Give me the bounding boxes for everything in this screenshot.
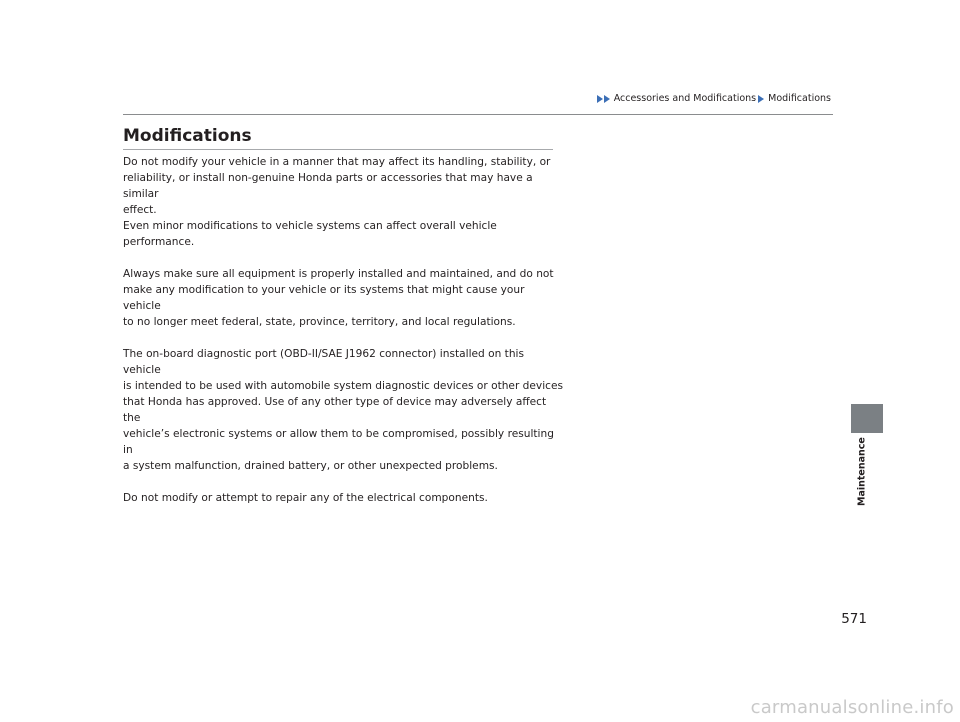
paragraph: Do not modify or attempt to repair any of the electrical components. (123, 492, 488, 504)
breadcrumb-arrow-icon (604, 95, 610, 103)
breadcrumb-arrow-icon (597, 95, 603, 103)
breadcrumb-item-modifications[interactable]: Modifications (768, 93, 831, 104)
section-body (123, 154, 563, 522)
header-divider (123, 114, 833, 115)
breadcrumb-arrow-icon (758, 95, 764, 103)
breadcrumb (597, 93, 833, 104)
page-number: 571 (841, 611, 867, 627)
chapter-tab[interactable] (851, 404, 883, 433)
chapter-label: Maintenance (856, 437, 868, 506)
section-title: Modifications (123, 126, 252, 146)
paragraph: The on-board diagnostic port (OBD-II/SAE J1962 connector) installed on this vehicle is intended to be used with automobile system diagnostic devices or other devices that Honda has approved. Use of any other type of device may adversely affect the vehicle’s electronic systems or allow them to be compromised, possibly resulting in a system malfunction, drained battery, or other unexpected problems. (123, 348, 563, 472)
breadcrumb-item-accessories[interactable]: Accessories and Modifications (613, 93, 757, 104)
watermark: carmanualsonline.info (750, 697, 954, 718)
paragraph: Do not modify your vehicle in a manner that may affect its handling, stability, or reliability, or install non-genuine Honda parts or accessories that may have a similar effect. Even minor modifications to vehicle systems can affect overall vehicle performance. (123, 156, 551, 248)
title-divider (123, 149, 553, 150)
paragraph: Always make sure all equipment is properly installed and maintained, and do not make any modification to your vehicle or its systems that might cause your vehicle to no longer meet federal, state, province, territory, and local regulations. (123, 268, 554, 328)
